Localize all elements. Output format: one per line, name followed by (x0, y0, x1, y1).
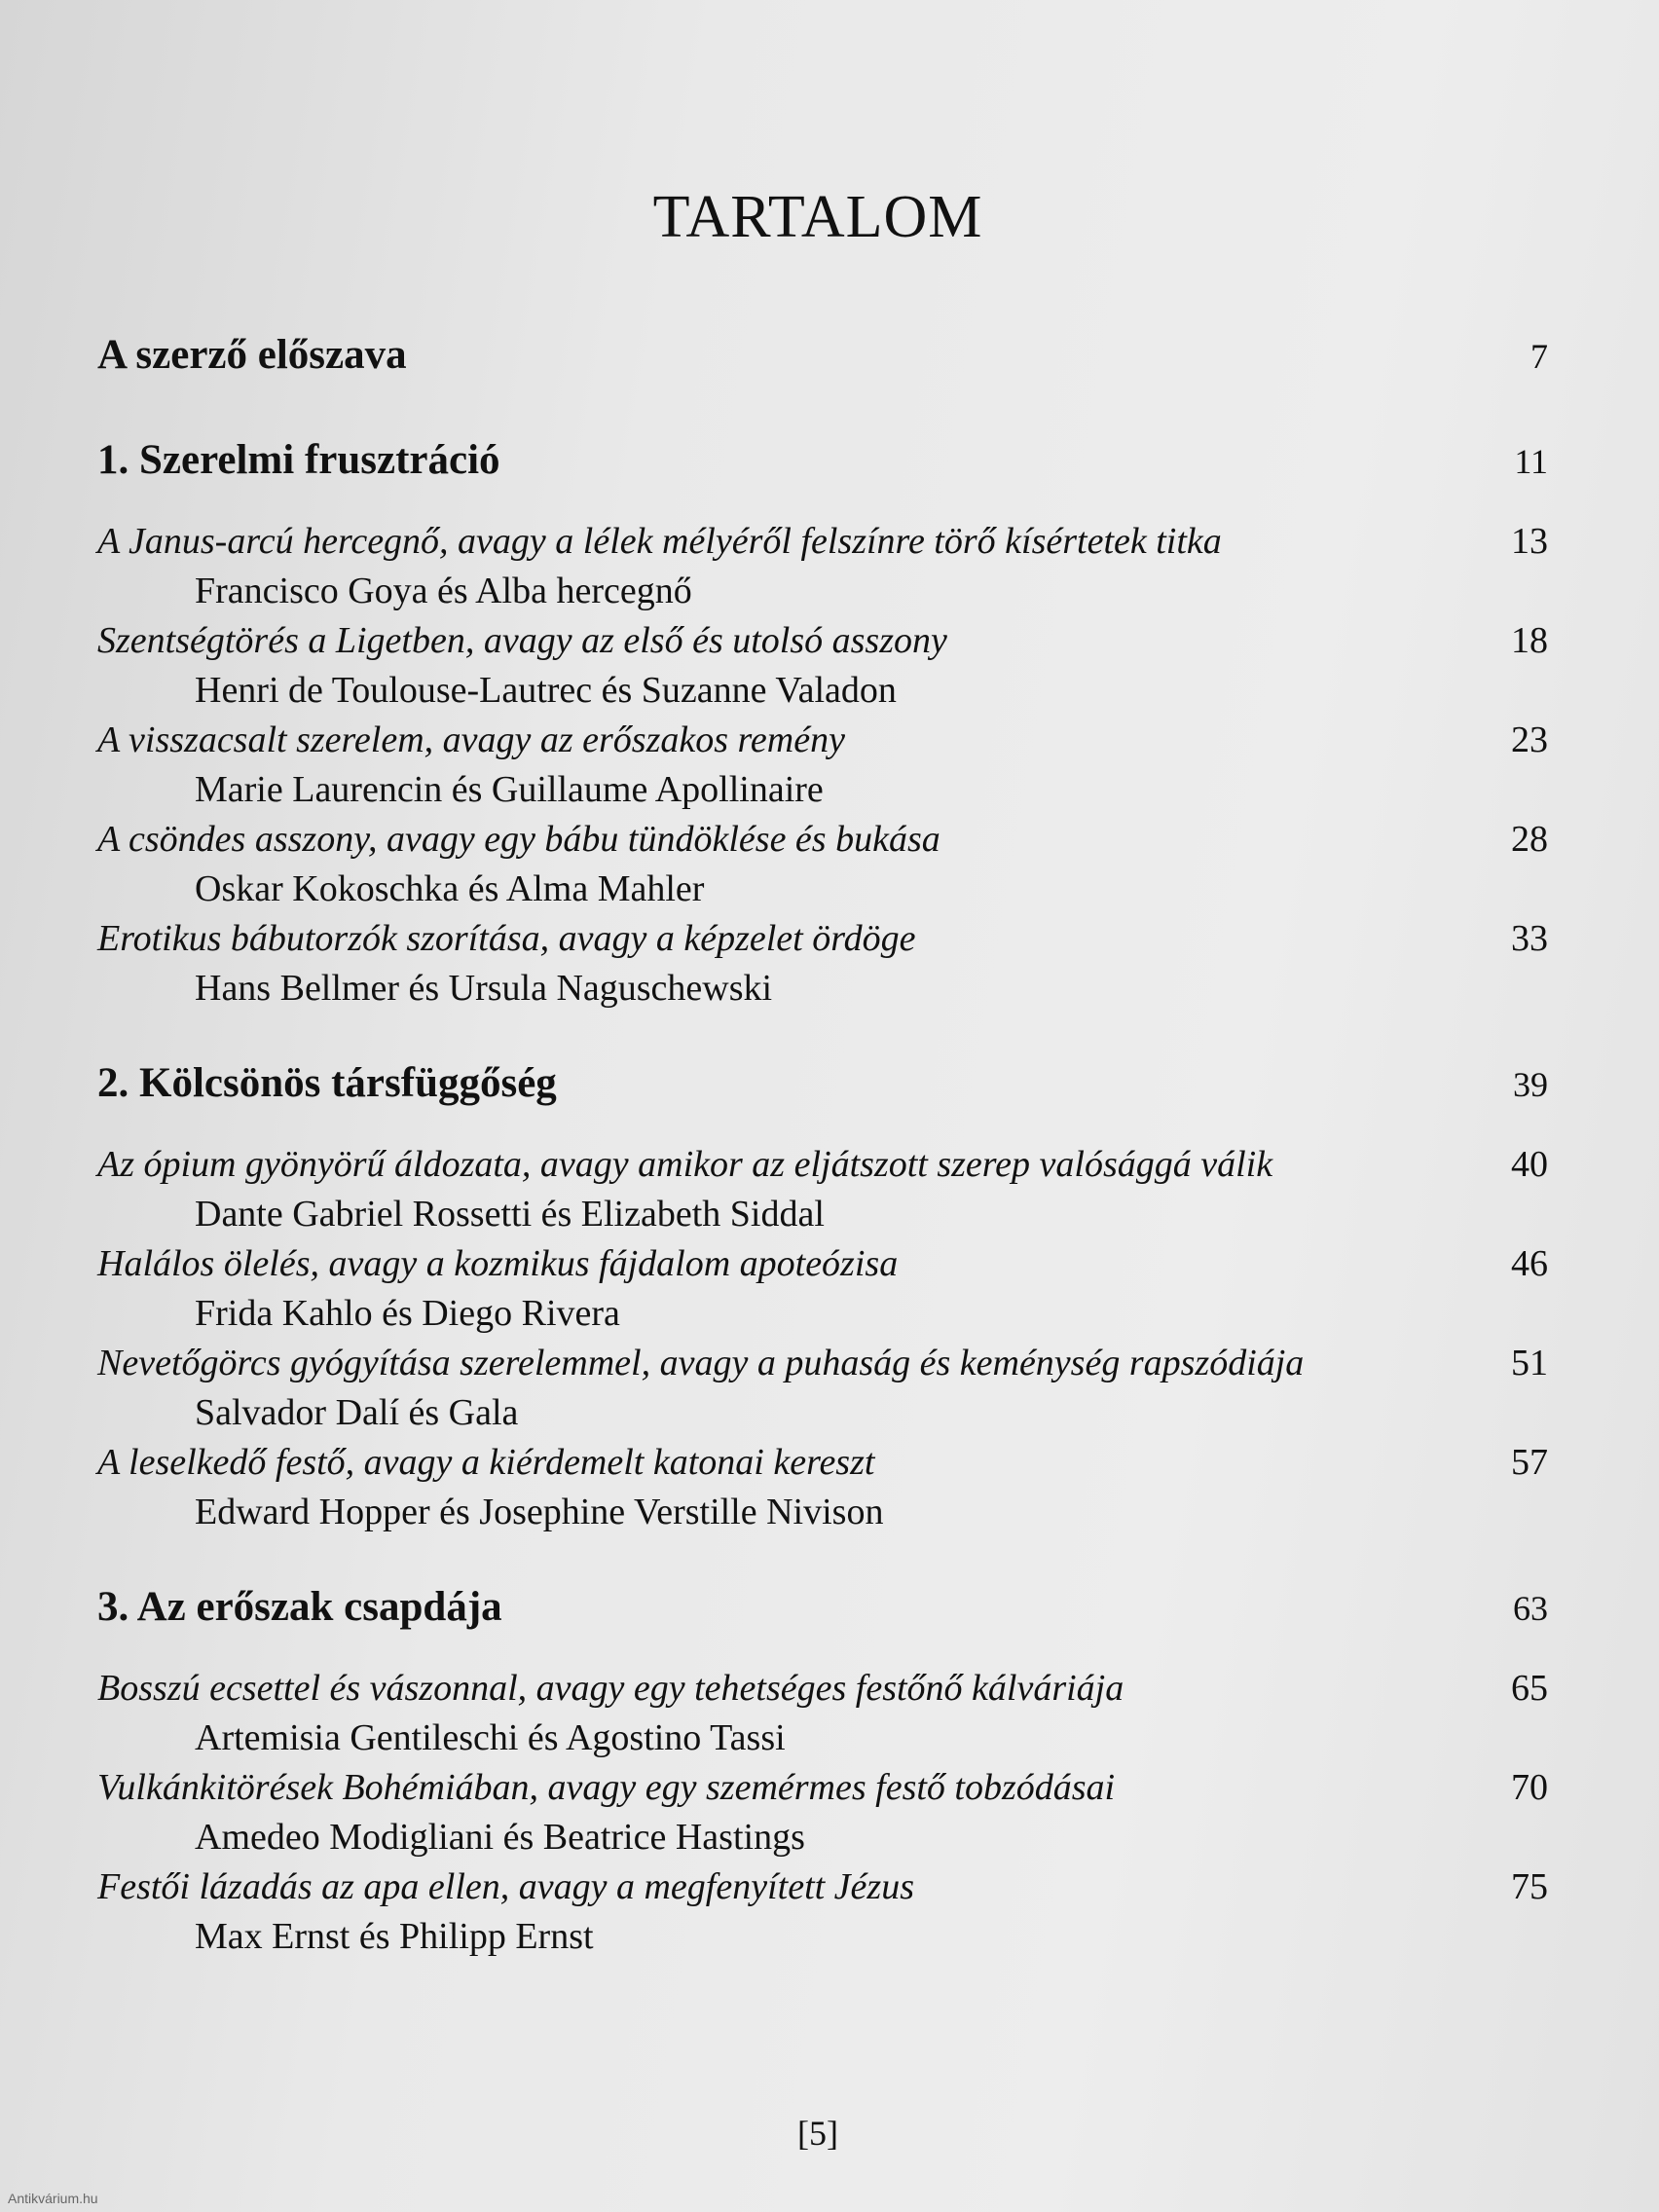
toc-part-label: 2. Kölcsönös társfüggőség (97, 1060, 557, 1106)
toc-page-number: 23 (1511, 719, 1548, 760)
toc-chapter-subtitle (97, 1292, 1548, 1342)
toc-chapter-title: Erotikus bábutorzók szorítása, avagy a képzelet ördöge (97, 918, 916, 959)
toc-page-number: 40 (1511, 1144, 1548, 1185)
toc-subtitle-text: Amedeo Modigliani és Beatrice Hastings (195, 1817, 805, 1858)
toc-page-number: 51 (1511, 1343, 1548, 1383)
toc-chapter-subtitle (97, 967, 1548, 1016)
toc-chapter-title: A visszacsalt szerelem, avagy az erőszakos remény (97, 719, 845, 760)
toc-page-number: 75 (1511, 1866, 1548, 1907)
toc-chapter-subtitle (97, 867, 1548, 917)
toc-subtitle-text: Edward Hopper és Josephine Verstille Nivison (195, 1492, 884, 1532)
toc-page-number: 57 (1511, 1442, 1548, 1483)
toc-chapter-title: Az ópium gyönyörű áldozata, avagy amikor az eljátszott szerep valósággá válik (97, 1144, 1273, 1185)
toc-subtitle-text: Frida Kahlo és Diego Rivera (195, 1293, 620, 1334)
toc-chapter-title: A csöndes asszony, avagy egy bábu tündöklése és bukása (97, 819, 940, 860)
toc-chapter (97, 917, 1548, 967)
page-title: TARTALOM (652, 184, 983, 250)
toc-chapter (97, 1143, 1548, 1193)
toc-subtitle-text: Francisco Goya és Alba hercegnő (195, 571, 692, 611)
toc-chapter (97, 1667, 1548, 1716)
toc-subtitle-text: Henri de Toulouse-Lautrec és Suzanne Valadon (195, 670, 897, 711)
toc-subtitle-text: Artemisia Gentileschi és Agostino Tassi (195, 1717, 786, 1758)
page-number-footer: [5] (797, 2114, 838, 2153)
toc-page-number: 63 (1513, 1589, 1548, 1628)
toc-part (97, 1583, 1548, 1645)
toc-page-number: 70 (1511, 1767, 1548, 1808)
toc-chapter-title: Festői lázadás az apa ellen, avagy a megfenyített Jézus (97, 1866, 914, 1907)
toc-chapter-title: Vulkánkitörések Bohémiában, avagy egy szemérmes festő tobzódásai (97, 1767, 1116, 1808)
toc-subtitle-text: Marie Laurencin és Guillaume Apollinaire (195, 769, 824, 810)
toc-subtitle-text: Hans Bellmer és Ursula Naguschewski (195, 968, 773, 1009)
toc-chapter-subtitle (97, 1816, 1548, 1865)
toc-chapter-title: A Janus-arcú hercegnő, avagy a lélek mélyéről felszínre törő kísértetek titka (97, 521, 1222, 562)
toc-chapter-title: Nevetőgörcs gyógyítása szerelemmel, avagy a puhaság és keménység rapszódiája (97, 1343, 1305, 1383)
toc-page-number: 11 (1514, 442, 1548, 481)
toc-chapter (97, 619, 1548, 669)
toc-chapter-title: Halálos ölelés, avagy a kozmikus fájdalom apoteózisa (97, 1243, 899, 1284)
toc-chapter (97, 818, 1548, 867)
toc-chapter (97, 1242, 1548, 1292)
toc-chapter-title: Szentségtörés a Ligetben, avagy az első és utolsó asszony (97, 620, 947, 661)
toc-chapter-subtitle (97, 570, 1548, 619)
toc-chapter (97, 719, 1548, 768)
toc-part (97, 1059, 1548, 1122)
toc-part-label: 1. Szerelmi frusztráció (97, 437, 500, 483)
toc-chapter-subtitle (97, 669, 1548, 719)
toc-preface (97, 331, 1548, 393)
toc-subtitle-text: Oskar Kokoschka és Alma Mahler (195, 868, 705, 909)
toc-chapter-title: A leselkedő festő, avagy a kiérdemelt katonai kereszt (97, 1442, 875, 1483)
toc-page-number: 28 (1511, 819, 1548, 860)
toc-subtitle-text: Salvador Dalí és Gala (195, 1392, 519, 1433)
toc-part-label: A szerző előszava (97, 332, 407, 378)
toc-chapter-title: Bosszú ecsettel és vászonnal, avagy egy tehetséges festőnő kálváriája (97, 1668, 1124, 1709)
toc-page-number: 65 (1511, 1668, 1548, 1709)
toc-page-number: 18 (1511, 620, 1548, 661)
toc-chapter-subtitle (97, 1716, 1548, 1766)
toc-page-number: 13 (1511, 521, 1548, 562)
table-of-contents (97, 331, 1548, 1965)
toc-chapter-subtitle (97, 1193, 1548, 1242)
toc-page-number: 46 (1511, 1243, 1548, 1284)
toc-part (97, 436, 1548, 498)
toc-chapter (97, 520, 1548, 570)
toc-page-number: 7 (1530, 337, 1548, 376)
toc-part-label: 3. Az erőszak csapdája (97, 1584, 502, 1630)
toc-chapter (97, 1766, 1548, 1816)
toc-subtitle-text: Max Ernst és Philipp Ernst (195, 1916, 594, 1957)
toc-chapter-subtitle (97, 1491, 1548, 1540)
toc-page-number: 39 (1513, 1065, 1548, 1104)
toc-chapter (97, 1865, 1548, 1915)
toc-chapter (97, 1441, 1548, 1491)
toc-subtitle-text: Dante Gabriel Rossetti és Elizabeth Siddal (195, 1194, 825, 1235)
toc-chapter-subtitle (97, 768, 1548, 818)
toc-chapter-subtitle (97, 1915, 1548, 1965)
watermark: Antikvárium.hu (8, 2191, 98, 2206)
toc-page-number: 33 (1511, 918, 1548, 959)
toc-chapter-subtitle (97, 1391, 1548, 1441)
toc-chapter (97, 1342, 1548, 1391)
